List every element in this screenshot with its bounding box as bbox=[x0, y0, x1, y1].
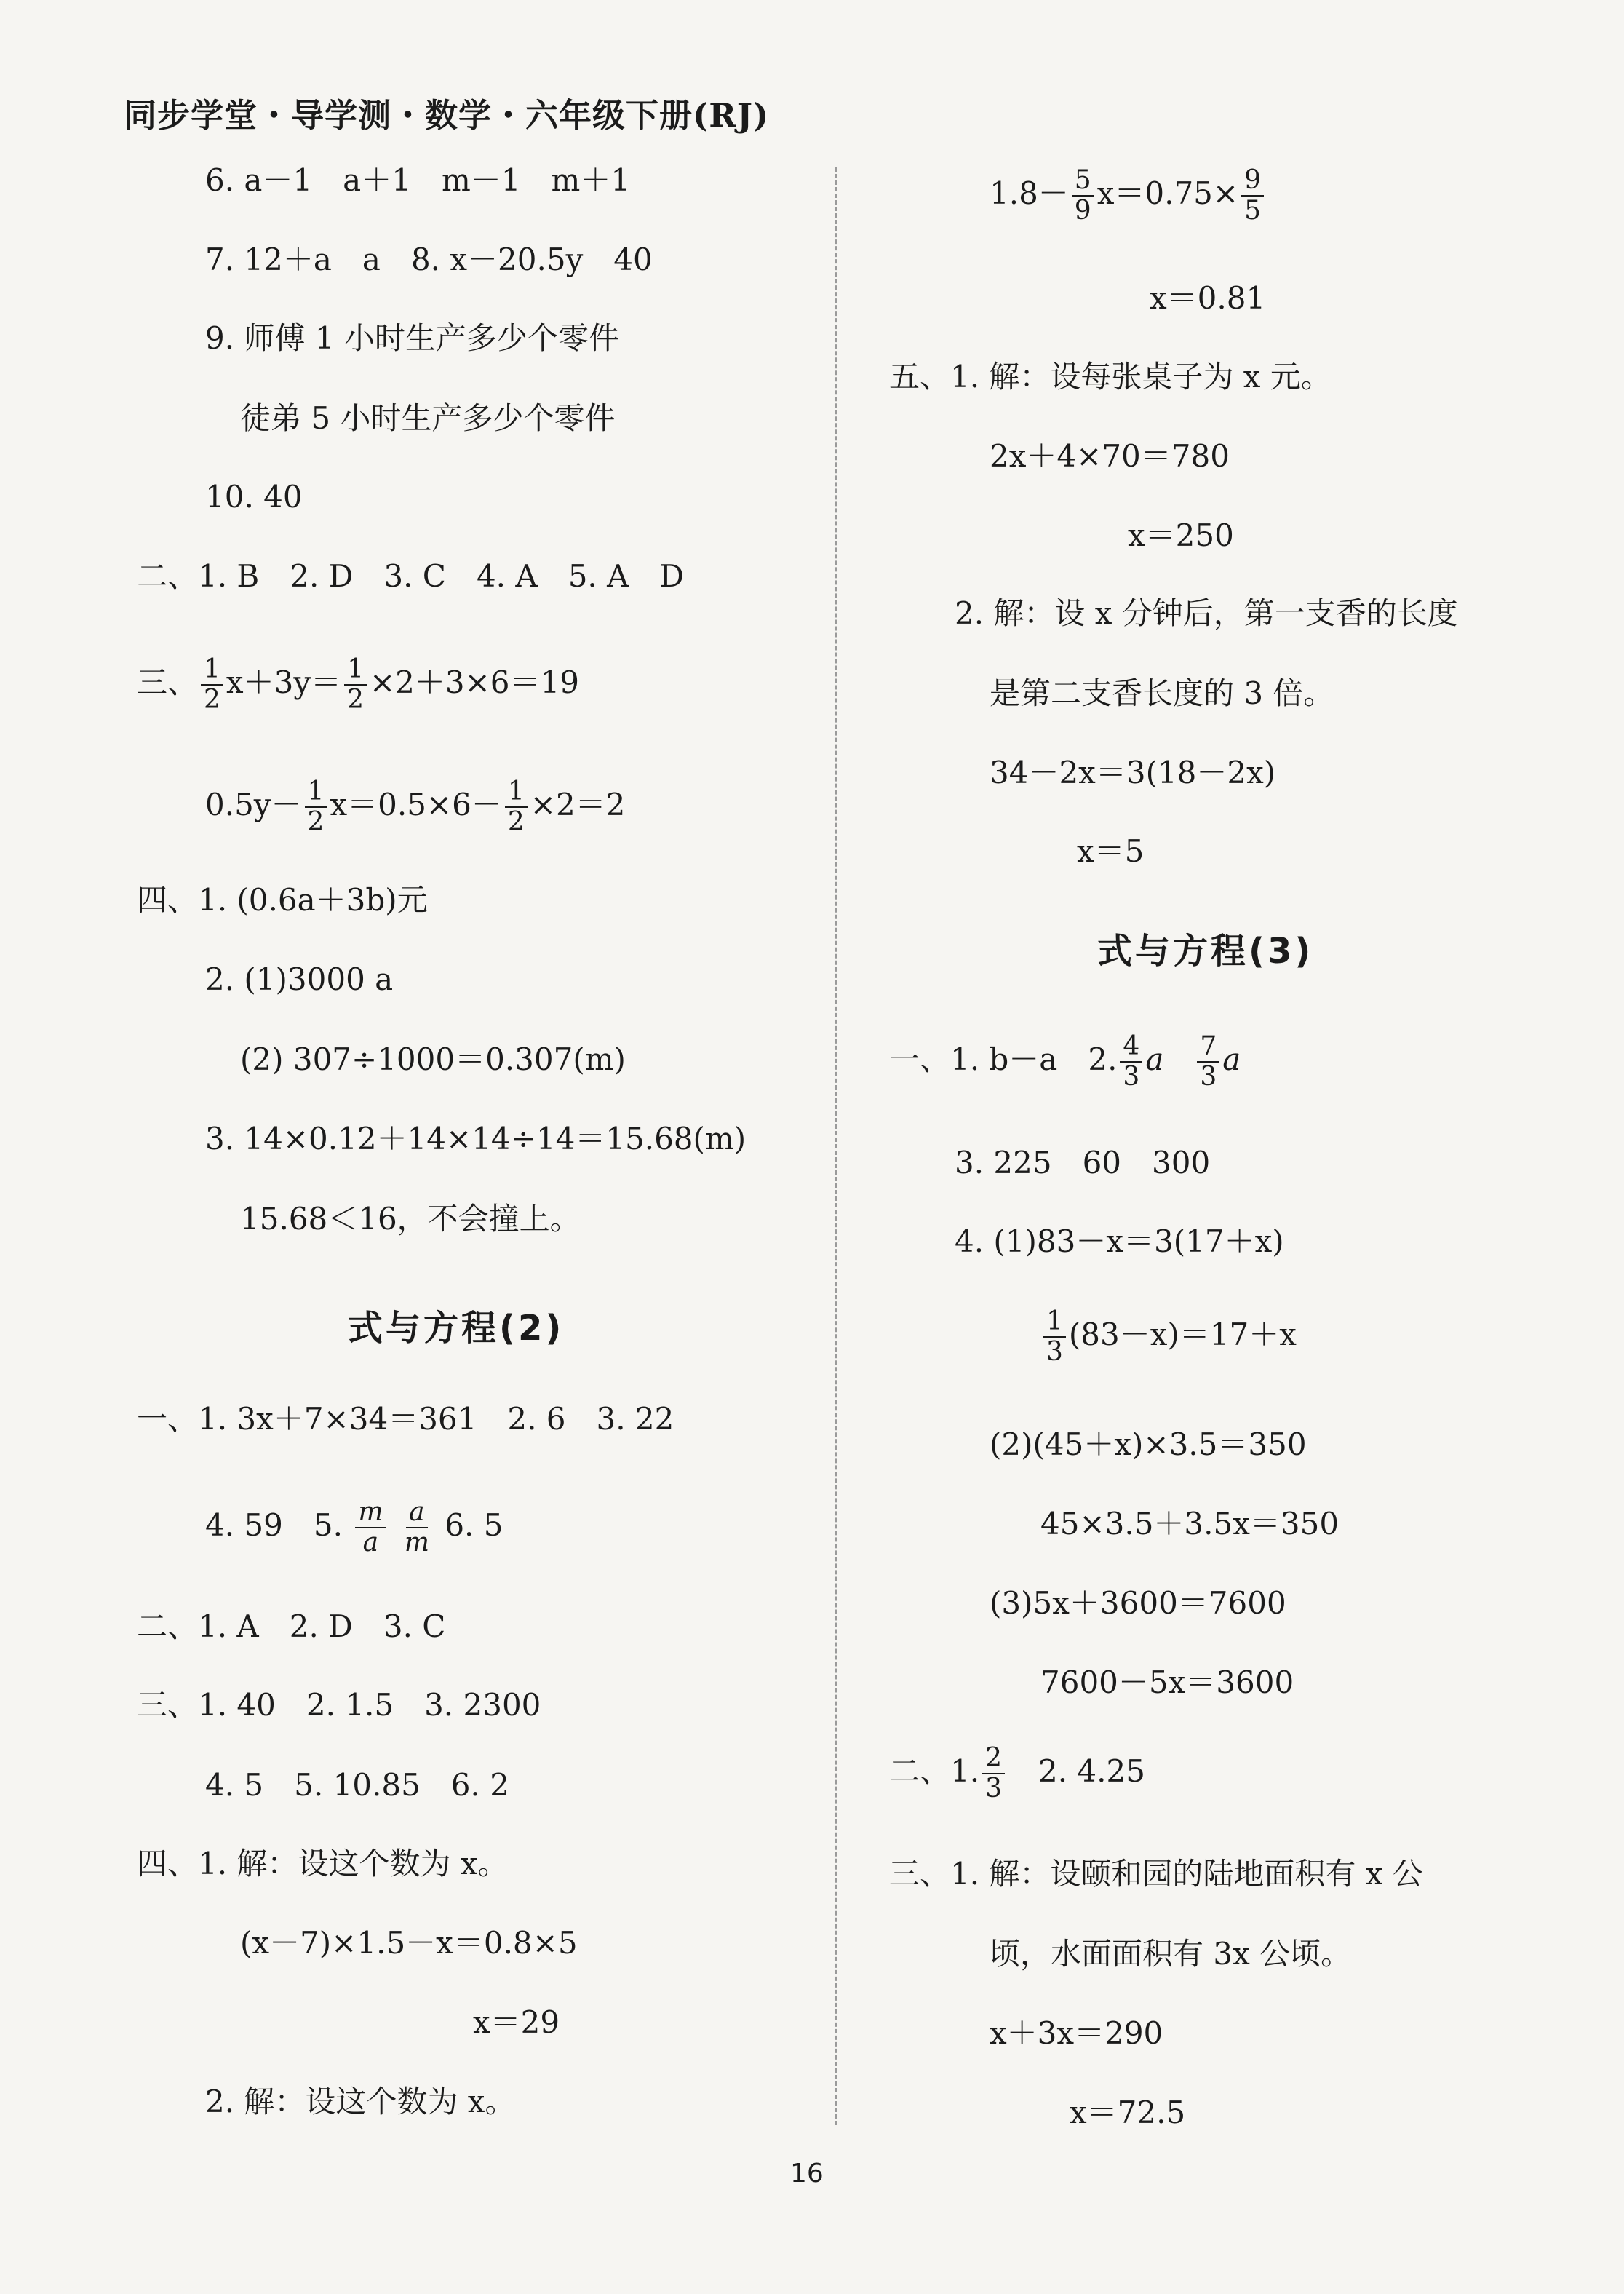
answer-line: 2. (1)3000 a bbox=[205, 961, 394, 997]
answer-line: 0.5y－ $\frac{1}{2}$ x＝0.5×6－ $\frac{1}{2}$ ×2＝2 bbox=[205, 777, 626, 837]
page-header: 同步学堂・导学测・数学・六年级下册(RJ) bbox=[124, 96, 770, 135]
answer-line: x＝5 bbox=[1077, 833, 1145, 869]
fraction: $\frac{a}{m}$ bbox=[404, 1497, 429, 1557]
answer-line: (2)(45＋x)×3.5＝350 bbox=[990, 1426, 1307, 1462]
answer-line: 4. (1)83－x＝3(17＋x) bbox=[955, 1223, 1284, 1259]
answer-line: x＝29 bbox=[473, 2004, 560, 2040]
answer-line: 34－2x＝3(18－2x) bbox=[990, 755, 1276, 790]
answer-line: x＝0.81 bbox=[1150, 280, 1266, 316]
answer-line: 45×3.5＋3.5x＝350 bbox=[1040, 1506, 1340, 1541]
fraction: $\frac{1}{2}$ bbox=[344, 655, 367, 715]
fraction: $\frac{9}{5}$ bbox=[1241, 166, 1264, 226]
answer-line: 1.8－ $\frac{5}{9}$ x＝0.75× $\frac{9}{5}$ bbox=[990, 166, 1267, 231]
answer-line: x＝72.5 bbox=[1070, 2095, 1186, 2130]
fraction: $\frac{1}{2}$ bbox=[201, 655, 223, 715]
answer-line: 顷，水面面积有 3x 公顷。 bbox=[990, 1936, 1352, 1972]
answer-line: 二、1. $\frac{2}{3}$ 2. 4.25 bbox=[889, 1743, 1145, 1803]
answer-line: x＝250 bbox=[1128, 517, 1234, 553]
answer-line: 二、1. B 2. D 3. C 4. A 5. A D bbox=[137, 558, 685, 594]
answer-line: 4. 59 5. $\frac{m}{a}$ $\frac{a}{m}$ 6. 5 bbox=[205, 1497, 503, 1557]
answer-line: 15.68＜16，不会撞上。 bbox=[240, 1201, 581, 1237]
answer-line: 9. 师傅 1 小时生产多少个零件 bbox=[205, 320, 619, 356]
fraction: $\frac{1}{2}$ bbox=[505, 777, 528, 837]
answer-line: $\frac{1}{3}$ (83－x)＝17＋x bbox=[1040, 1307, 1297, 1373]
fraction: $\frac{5}{9}$ bbox=[1072, 166, 1094, 226]
answer-line: 三、 $\frac{1}{2}$ x＋3y＝ $\frac{1}{2}$ ×2＋3×6＝19 bbox=[137, 654, 579, 715]
fraction: $\frac{1}{3}$ bbox=[1043, 1307, 1066, 1367]
answer-line: x＋3x＝290 bbox=[990, 2015, 1163, 2051]
page-number: 16 bbox=[790, 2159, 824, 2188]
answer-line: 三、1. 40 2. 1.5 3. 2300 bbox=[137, 1687, 541, 1723]
fraction: $\frac{1}{2}$ bbox=[305, 777, 327, 837]
answer-line: 徒弟 5 小时生产多少个零件 bbox=[240, 400, 616, 436]
answer-line: 2. 解：设这个数为 x。 bbox=[205, 2084, 516, 2119]
column-divider bbox=[835, 167, 837, 2125]
answer-line: (3)5x＋3600＝7600 bbox=[990, 1585, 1286, 1621]
answer-line: 2. 解：设 x 分钟后，第一支香的长度 bbox=[955, 595, 1458, 631]
answer-line: (2) 307÷1000＝0.307(m) bbox=[240, 1041, 626, 1077]
section-marker: 三、 bbox=[137, 664, 199, 700]
answer-line: 三、1. 解：设颐和园的陆地面积有 x 公 bbox=[889, 1856, 1423, 1892]
answer-line: 3. 225 60 300 bbox=[955, 1145, 1211, 1180]
answer-line: 二、1. A 2. D 3. C bbox=[137, 1608, 446, 1644]
answer-line: 是第二支香长度的 3 倍。 bbox=[990, 675, 1334, 711]
answer-line: 6. a－1 a＋1 m－1 m＋1 bbox=[205, 162, 631, 198]
section-title: 式与方程(3) bbox=[1097, 931, 1314, 972]
answer-line: 10. 40 bbox=[205, 479, 303, 515]
fraction: $\frac{7}{3}$ bbox=[1197, 1032, 1219, 1092]
answer-line: 四、1. (0.6a＋3b)元 bbox=[137, 882, 428, 918]
fraction: $\frac{m}{a}$ bbox=[355, 1498, 386, 1557]
answer-line: 四、1. 解：设这个数为 x。 bbox=[137, 1846, 509, 1881]
answer-line: 2x＋4×70＝780 bbox=[990, 438, 1230, 474]
answer-line: 7600－5x＝3600 bbox=[1040, 1664, 1294, 1700]
answer-line: (x－7)×1.5－x＝0.8×5 bbox=[240, 1925, 578, 1961]
section-title: 式与方程(2) bbox=[348, 1308, 565, 1349]
fraction: $\frac{4}{3}$ bbox=[1120, 1032, 1142, 1092]
answer-line: 一、1. 3x＋7×34＝361 2. 6 3. 22 bbox=[137, 1401, 674, 1437]
answer-line: 4. 5 5. 10.85 6. 2 bbox=[205, 1767, 509, 1803]
fraction: $\frac{2}{3}$ bbox=[982, 1744, 1005, 1803]
answer-line: 一、1. b－a 2. $\frac{4}{3}$ a $\frac{7}{3}$ a bbox=[889, 1031, 1241, 1092]
answer-line: 五、1. 解：设每张桌子为 x 元。 bbox=[889, 359, 1332, 394]
answer-line: 7. 12＋a a 8. x－20.5y 40 bbox=[205, 242, 653, 277]
answer-line: 3. 14×0.12＋14×14÷14＝15.68(m) bbox=[205, 1121, 747, 1156]
